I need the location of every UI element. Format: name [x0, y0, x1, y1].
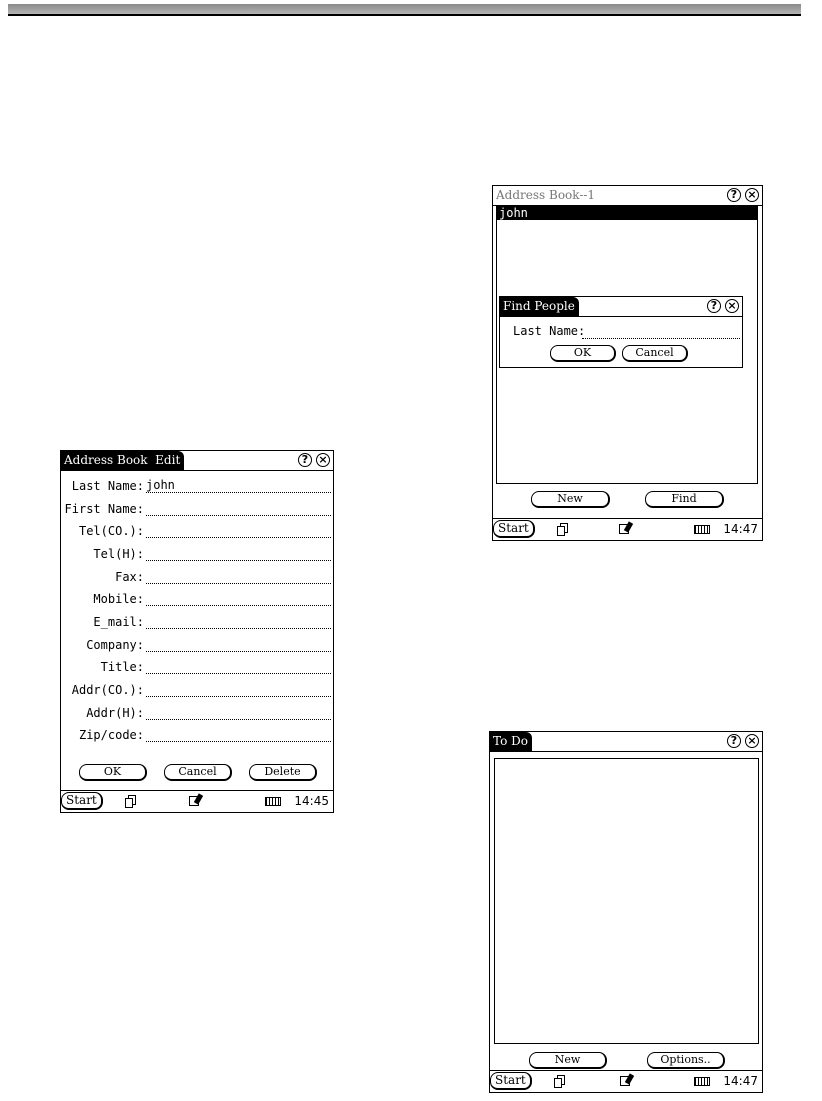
keyboard-icon[interactable] [694, 525, 710, 534]
todo-window [489, 731, 763, 1093]
find-last-name-field[interactable] [582, 324, 740, 339]
addr-co-label: Addr(CO.): [71, 683, 144, 697]
input-method-icon[interactable] [189, 794, 203, 806]
addr-h-field[interactable] [146, 705, 331, 720]
title-field[interactable] [146, 659, 331, 674]
window-title: To Do [490, 732, 532, 751]
dialog-title: Find People [500, 297, 579, 316]
options-button[interactable]: Options.. [647, 1052, 725, 1069]
title-bar [490, 732, 762, 752]
zip-code-label: Zip/code: [78, 728, 144, 742]
tel-h-field[interactable] [146, 546, 331, 561]
taskbar [61, 790, 333, 812]
first-name-label: First Name: [64, 502, 144, 516]
input-method-icon[interactable] [619, 522, 633, 534]
zip-code-field[interactable] [146, 727, 331, 742]
window-title: Address Book Edit [61, 451, 184, 470]
close-icon[interactable]: × [725, 299, 739, 313]
taskbar [493, 518, 762, 540]
mobile-field[interactable] [146, 591, 331, 606]
cancel-button[interactable]: Cancel [164, 764, 232, 781]
taskbar [490, 1070, 762, 1092]
close-icon[interactable]: × [316, 453, 330, 467]
title-bar [493, 186, 762, 206]
help-icon[interactable]: ? [298, 453, 312, 467]
tel-co-field[interactable] [146, 523, 331, 538]
ok-button[interactable]: OK [79, 764, 147, 781]
todo-list[interactable] [494, 758, 759, 1044]
company-field[interactable] [146, 637, 331, 652]
address-book-edit-window [60, 450, 334, 813]
start-button[interactable]: Start [61, 792, 103, 810]
help-icon[interactable]: ? [727, 188, 741, 202]
find-cancel-button[interactable]: Cancel [622, 345, 688, 362]
clock: 14:47 [723, 522, 758, 536]
fax-label: Fax: [115, 570, 144, 584]
addr-co-field[interactable] [146, 682, 331, 697]
email-field[interactable] [146, 614, 331, 629]
title-label: Title: [100, 660, 144, 674]
help-icon[interactable]: ? [727, 734, 741, 748]
new-button[interactable]: New [529, 1052, 607, 1069]
input-method-icon[interactable] [620, 1074, 634, 1086]
page-header-rule [8, 4, 801, 16]
tel-h-label: Tel(H): [93, 547, 144, 561]
dialog-title-bar [500, 297, 742, 317]
find-people-dialog [499, 296, 743, 368]
clock: 14:47 [723, 1074, 758, 1088]
find-last-name-label: Last Name: [513, 324, 586, 338]
close-icon[interactable]: × [745, 188, 759, 202]
last-name-label: Last Name: [71, 479, 144, 493]
task-switch-icon[interactable] [557, 523, 566, 534]
address-book-list-window [492, 185, 763, 541]
find-ok-button[interactable]: OK [550, 345, 616, 362]
task-switch-icon[interactable] [125, 795, 134, 806]
clock: 14:45 [294, 794, 329, 808]
fax-field[interactable] [146, 569, 331, 584]
company-label: Company: [86, 638, 144, 652]
keyboard-icon[interactable] [694, 1077, 710, 1086]
window-title: Address Book--1 [496, 188, 596, 202]
start-button[interactable]: Start [490, 1072, 532, 1090]
start-button[interactable]: Start [493, 520, 535, 538]
task-switch-icon[interactable] [554, 1075, 563, 1086]
keyboard-icon[interactable] [265, 797, 281, 806]
title-bar [61, 451, 333, 471]
close-icon[interactable]: × [745, 734, 759, 748]
last-name-field[interactable]: john [146, 478, 331, 493]
addr-h-label: Addr(H): [86, 706, 144, 720]
tel-co-label: Tel(CO.): [78, 524, 144, 538]
delete-button[interactable]: Delete [249, 764, 317, 781]
email-label: E_mail: [93, 615, 144, 629]
first-name-field[interactable] [146, 501, 331, 516]
list-item[interactable]: john [497, 206, 757, 220]
mobile-label: Mobile: [93, 592, 144, 606]
new-button[interactable]: New [531, 491, 610, 508]
help-icon[interactable]: ? [707, 299, 721, 313]
find-button[interactable]: Find [645, 491, 724, 508]
